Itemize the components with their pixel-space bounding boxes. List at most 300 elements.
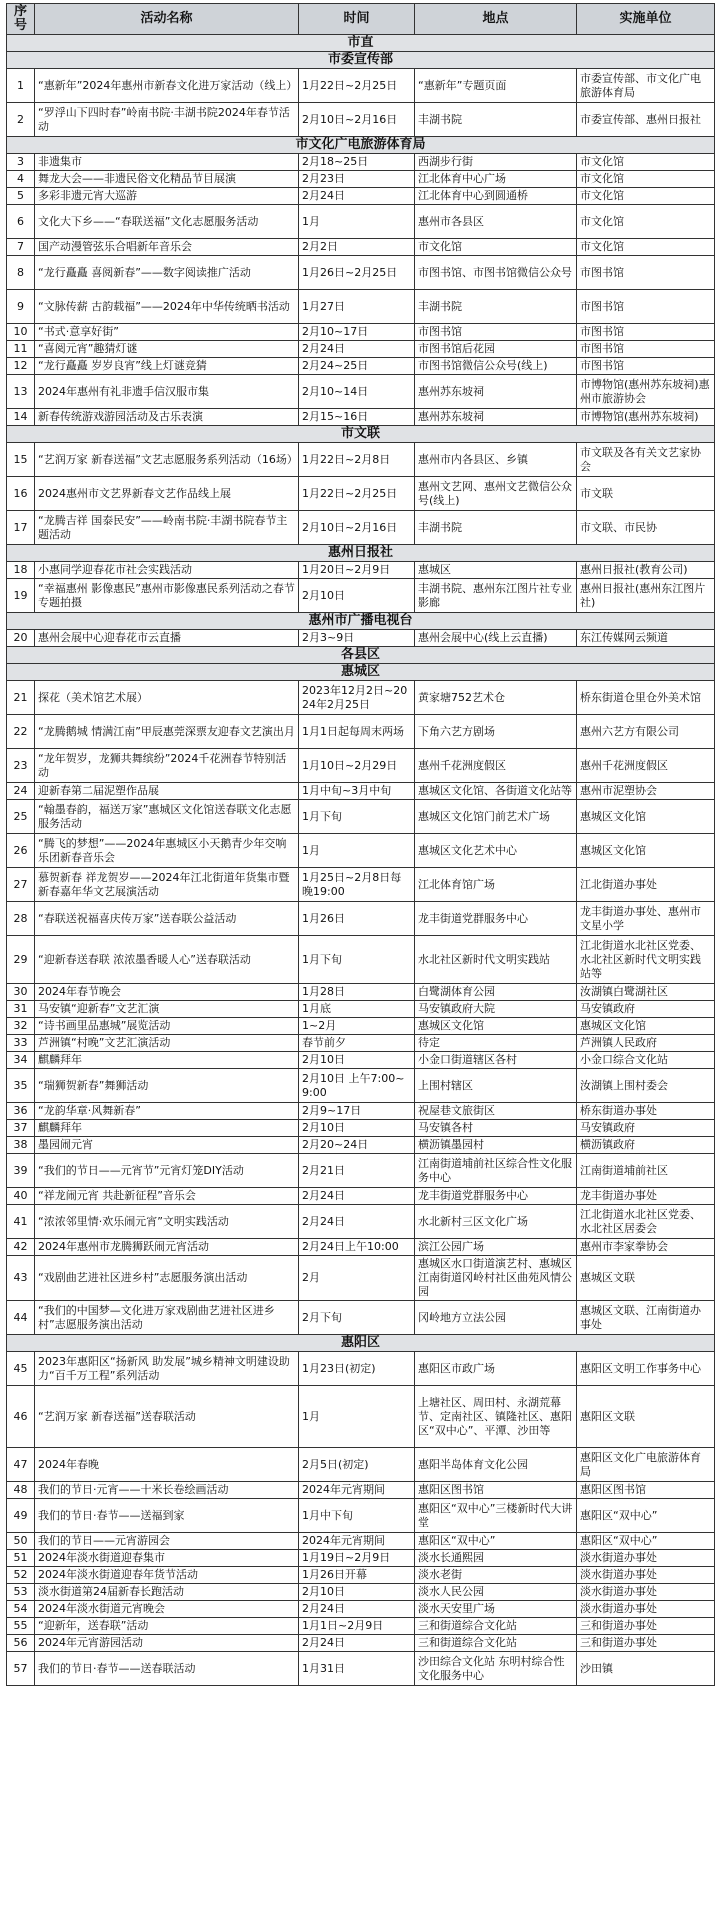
cell-location: 惠州苏东坡祠 bbox=[415, 409, 577, 426]
cell-activity-name: “文脉传薪 古韵载福”——2024年中华传统晒书活动 bbox=[35, 290, 299, 324]
cell-location: 淡水人民公园 bbox=[415, 1584, 577, 1601]
cell-index: 45 bbox=[7, 1352, 35, 1386]
cell-activity-name: 新春传统游戏游园活动及古乐表演 bbox=[35, 409, 299, 426]
cell-activity-name: “罗浮山下四时春”岭南书院·丰湖书院2024年春节活动 bbox=[35, 103, 299, 137]
cell-organizer: 淡水街道办事处 bbox=[577, 1584, 715, 1601]
table-row bbox=[7, 1154, 715, 1188]
table-row bbox=[7, 1601, 715, 1618]
cell-time: 1月底 bbox=[299, 1001, 415, 1018]
cell-location: 小金口街道辖区各村 bbox=[415, 1052, 577, 1069]
cell-organizer: 惠阳区“双中心” bbox=[577, 1533, 715, 1550]
section-title: 市文化广电旅游体育局 bbox=[7, 137, 715, 154]
table-row bbox=[7, 171, 715, 188]
table-row bbox=[7, 290, 715, 324]
cell-activity-name: “龙行矗矗 岁岁良宵”线上灯谜竞猜 bbox=[35, 358, 299, 375]
cell-organizer: 汝湖镇上围村委会 bbox=[577, 1069, 715, 1103]
table-row bbox=[7, 984, 715, 1001]
cell-index: 38 bbox=[7, 1137, 35, 1154]
cell-time: 2月24~25日 bbox=[299, 358, 415, 375]
table-row bbox=[7, 800, 715, 834]
cell-location: 惠州市内各县区、乡镇 bbox=[415, 443, 577, 477]
cell-organizer: 马安镇政府 bbox=[577, 1001, 715, 1018]
table-row bbox=[7, 1137, 715, 1154]
cell-organizer: 惠州日报社(教育公司) bbox=[577, 562, 715, 579]
cell-activity-name: 舞龙大会——非遗民俗文化精品节目展演 bbox=[35, 171, 299, 188]
cell-time: 2月24日 bbox=[299, 341, 415, 358]
cell-organizer: 惠阳区文化广电旅游体育局 bbox=[577, 1448, 715, 1482]
cell-index: 26 bbox=[7, 834, 35, 868]
table-row bbox=[7, 1499, 715, 1533]
table-header-row bbox=[7, 4, 715, 35]
cell-organizer: 惠阳区文明工作事务中心 bbox=[577, 1352, 715, 1386]
cell-organizer: 龙丰街道办事处、惠州市文星小学 bbox=[577, 902, 715, 936]
cell-index: 34 bbox=[7, 1052, 35, 1069]
header-location: 地点 bbox=[415, 4, 577, 35]
cell-activity-name: “瑞狮贺新春”舞狮活动 bbox=[35, 1069, 299, 1103]
cell-activity-name: “龙腾鹅城 情满江南”甲辰惠莞深票友迎春文艺演出月 bbox=[35, 715, 299, 749]
cell-location: 惠州文艺网、惠州文艺微信公众号(线上) bbox=[415, 477, 577, 511]
table-row bbox=[7, 1533, 715, 1550]
table-row bbox=[7, 154, 715, 171]
cell-index: 36 bbox=[7, 1103, 35, 1120]
cell-activity-name: 2024年惠州有礼非遗手信汉服市集 bbox=[35, 375, 299, 409]
cell-location: 惠城区文化艺术中心 bbox=[415, 834, 577, 868]
cell-time: 1月下旬 bbox=[299, 800, 415, 834]
cell-organizer: 市文联 bbox=[577, 477, 715, 511]
cell-location: 滨江公园广场 bbox=[415, 1239, 577, 1256]
cell-location: 待定 bbox=[415, 1035, 577, 1052]
cell-index: 57 bbox=[7, 1652, 35, 1686]
cell-location: 惠城区文化馆门前艺术广场 bbox=[415, 800, 577, 834]
cell-location: 淡水长通熙园 bbox=[415, 1550, 577, 1567]
section-row bbox=[7, 647, 715, 664]
cell-organizer: 汝湖镇白鹭湖社区 bbox=[577, 984, 715, 1001]
section-row bbox=[7, 545, 715, 562]
cell-location: 江南街道埔前社区综合性文化服务中心 bbox=[415, 1154, 577, 1188]
cell-organizer: 市文联、市民协 bbox=[577, 511, 715, 545]
cell-index: 44 bbox=[7, 1301, 35, 1335]
cell-time: 2月10~17日 bbox=[299, 324, 415, 341]
cell-organizer: 惠城区文化馆 bbox=[577, 1018, 715, 1035]
table-row bbox=[7, 1567, 715, 1584]
cell-activity-name: “惠新年”2024年惠州市新春文化进万家活动（线上） bbox=[35, 69, 299, 103]
table-row bbox=[7, 1052, 715, 1069]
cell-index: 7 bbox=[7, 239, 35, 256]
cell-organizer: 惠州千花洲度假区 bbox=[577, 749, 715, 783]
cell-time: 1月1日~2月9日 bbox=[299, 1618, 415, 1635]
cell-index: 49 bbox=[7, 1499, 35, 1533]
cell-index: 12 bbox=[7, 358, 35, 375]
cell-activity-name: 马安镇“迎新春”文艺汇演 bbox=[35, 1001, 299, 1018]
cell-activity-name: “迎新年，送春联”活动 bbox=[35, 1618, 299, 1635]
cell-organizer: 惠州日报社(惠州东江图片社) bbox=[577, 579, 715, 613]
cell-index: 55 bbox=[7, 1618, 35, 1635]
cell-organizer: 市图书馆 bbox=[577, 341, 715, 358]
cell-time: 2024年元宵期间 bbox=[299, 1533, 415, 1550]
cell-time: 1月22日~2月8日 bbox=[299, 443, 415, 477]
cell-time: 2月18~25日 bbox=[299, 154, 415, 171]
table-row bbox=[7, 103, 715, 137]
table-row bbox=[7, 1001, 715, 1018]
cell-time: 1月 bbox=[299, 205, 415, 239]
cell-index: 18 bbox=[7, 562, 35, 579]
cell-organizer: 市图书馆 bbox=[577, 324, 715, 341]
cell-index: 24 bbox=[7, 783, 35, 800]
cell-time: 1月下旬 bbox=[299, 936, 415, 984]
table-row bbox=[7, 409, 715, 426]
cell-organizer: 惠阳区文联 bbox=[577, 1386, 715, 1448]
cell-activity-name: “书式·意享好街” bbox=[35, 324, 299, 341]
cell-location: 惠州苏东坡祠 bbox=[415, 375, 577, 409]
cell-activity-name: 2024年惠州市龙腾狮跃闹元宵活动 bbox=[35, 1239, 299, 1256]
table-row bbox=[7, 205, 715, 239]
section-title: 市文联 bbox=[7, 426, 715, 443]
cell-index: 41 bbox=[7, 1205, 35, 1239]
cell-location: 江北体育中心广场 bbox=[415, 171, 577, 188]
cell-location: 上围村辖区 bbox=[415, 1069, 577, 1103]
cell-location: 三和街道综合文化站 bbox=[415, 1635, 577, 1652]
cell-organizer: 市文联及各有关文艺家协会 bbox=[577, 443, 715, 477]
cell-location: 横沥镇墨园村 bbox=[415, 1137, 577, 1154]
cell-activity-name: “龙腾吉祥 国泰民安”——岭南书院·丰湖书院春节主题活动 bbox=[35, 511, 299, 545]
cell-location: 惠城区 bbox=[415, 562, 577, 579]
table-row bbox=[7, 1448, 715, 1482]
cell-location: 惠阳区市政广场 bbox=[415, 1352, 577, 1386]
cell-index: 42 bbox=[7, 1239, 35, 1256]
table-row bbox=[7, 783, 715, 800]
cell-organizer: 马安镇政府 bbox=[577, 1120, 715, 1137]
header-activity-name: 活动名称 bbox=[35, 4, 299, 35]
cell-index: 25 bbox=[7, 800, 35, 834]
cell-index: 5 bbox=[7, 188, 35, 205]
cell-index: 32 bbox=[7, 1018, 35, 1035]
cell-activity-name: 我们的节日·元宵——十米长卷绘画活动 bbox=[35, 1482, 299, 1499]
activity-table-container bbox=[6, 3, 714, 1921]
cell-time: 1月22日~2月25日 bbox=[299, 69, 415, 103]
cell-location: 丰湖书院、惠州东江图片社专业影廊 bbox=[415, 579, 577, 613]
table-row bbox=[7, 358, 715, 375]
section-title: 市直 bbox=[7, 35, 715, 52]
cell-time: 2月10~14日 bbox=[299, 375, 415, 409]
header-organizer: 实施单位 bbox=[577, 4, 715, 35]
cell-index: 22 bbox=[7, 715, 35, 749]
cell-organizer: 龙丰街道办事处 bbox=[577, 1188, 715, 1205]
cell-location: 市图书馆 bbox=[415, 324, 577, 341]
cell-index: 21 bbox=[7, 681, 35, 715]
cell-time: 1月25日~2月8日每晚19:00 bbox=[299, 868, 415, 902]
cell-index: 56 bbox=[7, 1635, 35, 1652]
cell-location: 三和街道综合文化站 bbox=[415, 1618, 577, 1635]
table-row bbox=[7, 1618, 715, 1635]
cell-organizer: 芦洲镇人民政府 bbox=[577, 1035, 715, 1052]
cell-time: 1月19日~2月9日 bbox=[299, 1550, 415, 1567]
cell-time: 2月10日 bbox=[299, 1052, 415, 1069]
table-row bbox=[7, 188, 715, 205]
cell-time: 2月10日~2月16日 bbox=[299, 511, 415, 545]
table-row bbox=[7, 1205, 715, 1239]
table-row bbox=[7, 1550, 715, 1567]
cell-time: 2月15~16日 bbox=[299, 409, 415, 426]
cell-activity-name: “翰墨春韵，福送万家”惠城区文化馆送春联文化志愿服务活动 bbox=[35, 800, 299, 834]
cell-time: 2月5日(初定) bbox=[299, 1448, 415, 1482]
cell-location: 市文化馆 bbox=[415, 239, 577, 256]
cell-time: 1月 bbox=[299, 834, 415, 868]
cell-organizer: 惠州市李家拳协会 bbox=[577, 1239, 715, 1256]
cell-activity-name: 2024年春晚 bbox=[35, 1448, 299, 1482]
cell-time: 2月10日~2月16日 bbox=[299, 103, 415, 137]
cell-location: 丰湖书院 bbox=[415, 290, 577, 324]
cell-time: 2月21日 bbox=[299, 1154, 415, 1188]
cell-organizer: 惠州六艺方有限公司 bbox=[577, 715, 715, 749]
cell-time: 1~2月 bbox=[299, 1018, 415, 1035]
cell-organizer: 东江传媒网云频道 bbox=[577, 630, 715, 647]
cell-organizer: 市委宣传部、惠州日报社 bbox=[577, 103, 715, 137]
cell-activity-name: 慕贺新春 祥龙贺岁——2024年江北街道年货集市暨新春嘉年华文艺展演活动 bbox=[35, 868, 299, 902]
table-row bbox=[7, 324, 715, 341]
cell-time: 2023年12月2日~2024年2月25日 bbox=[299, 681, 415, 715]
cell-index: 47 bbox=[7, 1448, 35, 1482]
cell-organizer: 惠城区文联、江南街道办事处 bbox=[577, 1301, 715, 1335]
cell-time: 2月24日 bbox=[299, 1601, 415, 1618]
cell-time: 2月24日 bbox=[299, 188, 415, 205]
cell-index: 8 bbox=[7, 256, 35, 290]
table-row bbox=[7, 630, 715, 647]
cell-time: 2月24日 bbox=[299, 1205, 415, 1239]
cell-organizer: 市图书馆 bbox=[577, 358, 715, 375]
table-row bbox=[7, 1120, 715, 1137]
section-row bbox=[7, 1335, 715, 1352]
cell-organizer: 市图书馆 bbox=[577, 290, 715, 324]
table-row bbox=[7, 902, 715, 936]
cell-location: 上塘社区、周田村、永湖荒幕节、定南社区、镇隆社区、惠阳区“双中心”、平潭、沙田等 bbox=[415, 1386, 577, 1448]
cell-location: 惠州千花洲度假区 bbox=[415, 749, 577, 783]
cell-index: 11 bbox=[7, 341, 35, 358]
cell-index: 23 bbox=[7, 749, 35, 783]
cell-time: 1月22日~2月25日 bbox=[299, 477, 415, 511]
table-row bbox=[7, 375, 715, 409]
section-row bbox=[7, 613, 715, 630]
cell-index: 33 bbox=[7, 1035, 35, 1052]
cell-activity-name: 非遗集市 bbox=[35, 154, 299, 171]
section-row bbox=[7, 426, 715, 443]
section-row bbox=[7, 35, 715, 52]
table-row bbox=[7, 341, 715, 358]
cell-location: 丰湖书院 bbox=[415, 511, 577, 545]
cell-time: 2月 bbox=[299, 1256, 415, 1301]
cell-organizer: 淡水街道办事处 bbox=[577, 1601, 715, 1618]
cell-index: 43 bbox=[7, 1256, 35, 1301]
cell-activity-name: 我们的节日·春节——送春联活动 bbox=[35, 1652, 299, 1686]
cell-activity-name: 麒麟拜年 bbox=[35, 1052, 299, 1069]
cell-index: 40 bbox=[7, 1188, 35, 1205]
cell-activity-name: “喜阅元宵”趣猜灯谜 bbox=[35, 341, 299, 358]
cell-location: 龙丰街道党群服务中心 bbox=[415, 902, 577, 936]
cell-activity-name: “诗书画里品惠城”展览活动 bbox=[35, 1018, 299, 1035]
cell-index: 28 bbox=[7, 902, 35, 936]
cell-index: 13 bbox=[7, 375, 35, 409]
cell-organizer: 惠城区文化馆 bbox=[577, 800, 715, 834]
cell-location: 惠城区水口街道演艺村、惠城区江南街道冈岭村社区曲苑风情公园 bbox=[415, 1256, 577, 1301]
cell-activity-name: “龙行矗矗 喜阅新春”——数字阅读推广活动 bbox=[35, 256, 299, 290]
cell-organizer: 市图书馆 bbox=[577, 256, 715, 290]
cell-organizer: 惠阳区图书馆 bbox=[577, 1482, 715, 1499]
cell-organizer: 桥东街道仓里仓外美术馆 bbox=[577, 681, 715, 715]
cell-organizer: 市文化馆 bbox=[577, 239, 715, 256]
section-row bbox=[7, 137, 715, 154]
cell-activity-name: “迎新春送春联 浓浓墨香暖人心”送春联活动 bbox=[35, 936, 299, 984]
table-row bbox=[7, 1035, 715, 1052]
cell-activity-name: 2024年淡水街道迎春集市 bbox=[35, 1550, 299, 1567]
table-row bbox=[7, 69, 715, 103]
cell-activity-name: “我们的中国梦—文化进万家戏剧曲艺进社区进乡村”志愿服务演出活动 bbox=[35, 1301, 299, 1335]
cell-organizer: 江北街道水北社区党委、水北社区居委会 bbox=[577, 1205, 715, 1239]
cell-location: 惠城区文化馆、各街道文化站等 bbox=[415, 783, 577, 800]
table-row bbox=[7, 1584, 715, 1601]
cell-time: 1月26日开幕 bbox=[299, 1567, 415, 1584]
cell-location: 水北社区新时代文明实践站 bbox=[415, 936, 577, 984]
cell-index: 35 bbox=[7, 1069, 35, 1103]
cell-activity-name: 我们的节日——元宵游园会 bbox=[35, 1533, 299, 1550]
cell-location: 江北体育中心到圆通桥 bbox=[415, 188, 577, 205]
table-row bbox=[7, 1386, 715, 1448]
table-row bbox=[7, 562, 715, 579]
cell-location: 惠阳半岛体育文化公园 bbox=[415, 1448, 577, 1482]
cell-organizer: 小金口综合文化站 bbox=[577, 1052, 715, 1069]
cell-location: 惠阳区“双中心”三楼新时代大讲堂 bbox=[415, 1499, 577, 1533]
table-row bbox=[7, 443, 715, 477]
cell-location: 市图书馆微信公众号(线上) bbox=[415, 358, 577, 375]
cell-index: 9 bbox=[7, 290, 35, 324]
table-row bbox=[7, 1482, 715, 1499]
cell-location: 江北体育馆广场 bbox=[415, 868, 577, 902]
cell-organizer: 市博物馆(惠州苏东坡祠) bbox=[577, 409, 715, 426]
cell-time: 1月中旬~3月中旬 bbox=[299, 783, 415, 800]
table-row bbox=[7, 1018, 715, 1035]
table-row bbox=[7, 715, 715, 749]
cell-index: 16 bbox=[7, 477, 35, 511]
cell-index: 39 bbox=[7, 1154, 35, 1188]
cell-activity-name: 2024年淡水街道迎春年货节活动 bbox=[35, 1567, 299, 1584]
table-row bbox=[7, 1652, 715, 1686]
table-row bbox=[7, 1069, 715, 1103]
cell-activity-name: 惠州会展中心迎春花市云直播 bbox=[35, 630, 299, 647]
cell-activity-name: “春联送祝福喜庆传万家”送春联公益活动 bbox=[35, 902, 299, 936]
cell-index: 52 bbox=[7, 1567, 35, 1584]
cell-time: 春节前夕 bbox=[299, 1035, 415, 1052]
cell-activity-name: “艺润万家 新春送福”送春联活动 bbox=[35, 1386, 299, 1448]
cell-activity-name: 小惠同学迎春花市社会实践活动 bbox=[35, 562, 299, 579]
cell-location: 水北新村三区文化广场 bbox=[415, 1205, 577, 1239]
cell-activity-name: 多彩非遗元宵大巡游 bbox=[35, 188, 299, 205]
cell-organizer: 惠城区文联 bbox=[577, 1256, 715, 1301]
cell-organizer: 市文化馆 bbox=[577, 188, 715, 205]
table-row bbox=[7, 511, 715, 545]
cell-organizer: 市委宣传部、市文化广电旅游体育局 bbox=[577, 69, 715, 103]
cell-location: 惠州会展中心(线上云直播) bbox=[415, 630, 577, 647]
cell-index: 50 bbox=[7, 1533, 35, 1550]
cell-time: 1月 bbox=[299, 1386, 415, 1448]
cell-activity-name: “戏剧曲艺进社区进乡村”志愿服务演出活动 bbox=[35, 1256, 299, 1301]
cell-activity-name: 2024年元宵游园活动 bbox=[35, 1635, 299, 1652]
cell-index: 14 bbox=[7, 409, 35, 426]
cell-time: 2月10日 bbox=[299, 1120, 415, 1137]
cell-location: 惠州市各县区 bbox=[415, 205, 577, 239]
cell-index: 37 bbox=[7, 1120, 35, 1137]
cell-organizer: 惠州市泥塑协会 bbox=[577, 783, 715, 800]
cell-index: 20 bbox=[7, 630, 35, 647]
table-row bbox=[7, 1256, 715, 1301]
table-row bbox=[7, 1188, 715, 1205]
cell-location: 惠阳区“双中心” bbox=[415, 1533, 577, 1550]
cell-activity-name: 芦洲镇“村晚”文艺汇演活动 bbox=[35, 1035, 299, 1052]
section-title: 惠阳区 bbox=[7, 1335, 715, 1352]
cell-activity-name: “祥龙闹元宵 共赴新征程”音乐会 bbox=[35, 1188, 299, 1205]
cell-activity-name: 探花（美术馆艺术展） bbox=[35, 681, 299, 715]
cell-index: 17 bbox=[7, 511, 35, 545]
cell-organizer: 沙田镇 bbox=[577, 1652, 715, 1686]
cell-time: 2月10日 上午7:00~9:00 bbox=[299, 1069, 415, 1103]
cell-index: 27 bbox=[7, 868, 35, 902]
cell-time: 1月28日 bbox=[299, 984, 415, 1001]
cell-organizer: 市文化馆 bbox=[577, 154, 715, 171]
cell-index: 31 bbox=[7, 1001, 35, 1018]
cell-location: 丰湖书院 bbox=[415, 103, 577, 137]
cell-organizer: 淡水街道办事处 bbox=[577, 1567, 715, 1584]
section-title: 各县区 bbox=[7, 647, 715, 664]
cell-index: 3 bbox=[7, 154, 35, 171]
cell-time: 2月2日 bbox=[299, 239, 415, 256]
cell-index: 30 bbox=[7, 984, 35, 1001]
cell-time: 1月27日 bbox=[299, 290, 415, 324]
cell-time: 1月10日~2月29日 bbox=[299, 749, 415, 783]
cell-activity-name: 2024年春节晚会 bbox=[35, 984, 299, 1001]
cell-organizer: 横沥镇政府 bbox=[577, 1137, 715, 1154]
cell-organizer: 三和街道办事处 bbox=[577, 1618, 715, 1635]
cell-location: 市图书馆后花园 bbox=[415, 341, 577, 358]
cell-time: 1月20日~2月9日 bbox=[299, 562, 415, 579]
cell-time: 2月下旬 bbox=[299, 1301, 415, 1335]
cell-activity-name: “幸福惠州 影像惠民”惠州市影像惠民系列活动之春节专题拍摄 bbox=[35, 579, 299, 613]
cell-time: 2月10日 bbox=[299, 579, 415, 613]
cell-activity-name: 2024惠州市文艺界新春文艺作品线上展 bbox=[35, 477, 299, 511]
cell-location: 黄家塘752艺术仓 bbox=[415, 681, 577, 715]
cell-organizer: 江北街道办事处 bbox=[577, 868, 715, 902]
cell-organizer: 市博物馆(惠州苏东坡祠)惠州市旅游协会 bbox=[577, 375, 715, 409]
table-row bbox=[7, 1301, 715, 1335]
cell-activity-name: “我们的节日——元宵节”元宵灯笼DIY活动 bbox=[35, 1154, 299, 1188]
table-row bbox=[7, 681, 715, 715]
cell-organizer: 市文化馆 bbox=[577, 205, 715, 239]
cell-time: 2月23日 bbox=[299, 171, 415, 188]
table-row bbox=[7, 936, 715, 984]
table-row bbox=[7, 239, 715, 256]
cell-index: 15 bbox=[7, 443, 35, 477]
table-row bbox=[7, 1352, 715, 1386]
cell-index: 6 bbox=[7, 205, 35, 239]
cell-index: 29 bbox=[7, 936, 35, 984]
cell-organizer: 桥东街道办事处 bbox=[577, 1103, 715, 1120]
cell-activity-name: 我们的节日·春节——送福到家 bbox=[35, 1499, 299, 1533]
cell-location: 惠阳区图书馆 bbox=[415, 1482, 577, 1499]
cell-location: 祝屋巷文旅街区 bbox=[415, 1103, 577, 1120]
header-index: 序号 bbox=[7, 4, 35, 35]
section-title: 惠城区 bbox=[7, 664, 715, 681]
cell-index: 2 bbox=[7, 103, 35, 137]
table-row bbox=[7, 477, 715, 511]
cell-location: 市图书馆、市图书馆微信公众号 bbox=[415, 256, 577, 290]
cell-location: 西湖步行街 bbox=[415, 154, 577, 171]
section-title: 市委宣传部 bbox=[7, 52, 715, 69]
